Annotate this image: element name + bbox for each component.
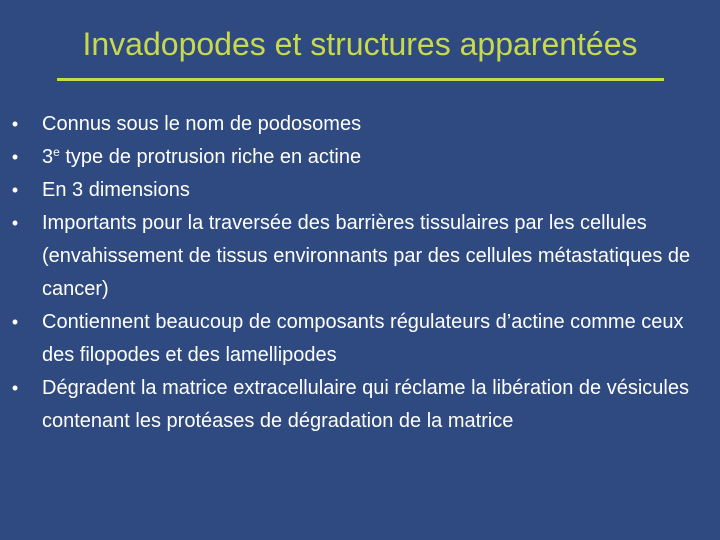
bullet-icon: • [11,213,19,233]
bullet-text: En 3 dimensions [42,179,190,201]
bullet-text: Connus sous le nom de podosomes [42,113,362,135]
title-underline [57,78,664,81]
bullet-item [0,306,720,372]
bullet-item [0,174,720,207]
bullet-text: Dégradent la matrice extracellulaire qui réclame la libération de vésicules contenant les protéases de dégradation de la matrice [42,377,689,432]
bullet-text: Contiennent beaucoup de composants régulateurs d’actine comme ceux des filopodes et des lamellipodes [42,311,684,366]
bullet-list [0,108,720,438]
bullet-icon: • [11,114,19,134]
bullet-icon: • [11,378,19,398]
bullet-text: Importants pour la traversée des barrières tissulaires par les cellules (envahissement de tissus environnants par des cellules métastatiques de cancer) [42,212,691,300]
bullet-item [0,108,720,141]
bullet-prefix: 3 [42,146,54,168]
bullet-icon: • [11,312,19,332]
bullet-text: type de protrusion riche en actine [59,146,362,168]
bullet-superscript: e [53,145,60,159]
bullet-item [0,141,720,174]
bullet-icon: • [11,180,19,200]
bullet-icon: • [11,147,19,167]
bullet-item [0,372,720,438]
bullet-item [0,207,720,306]
slide-title: Invadopodes et structures apparentées [82,26,638,62]
